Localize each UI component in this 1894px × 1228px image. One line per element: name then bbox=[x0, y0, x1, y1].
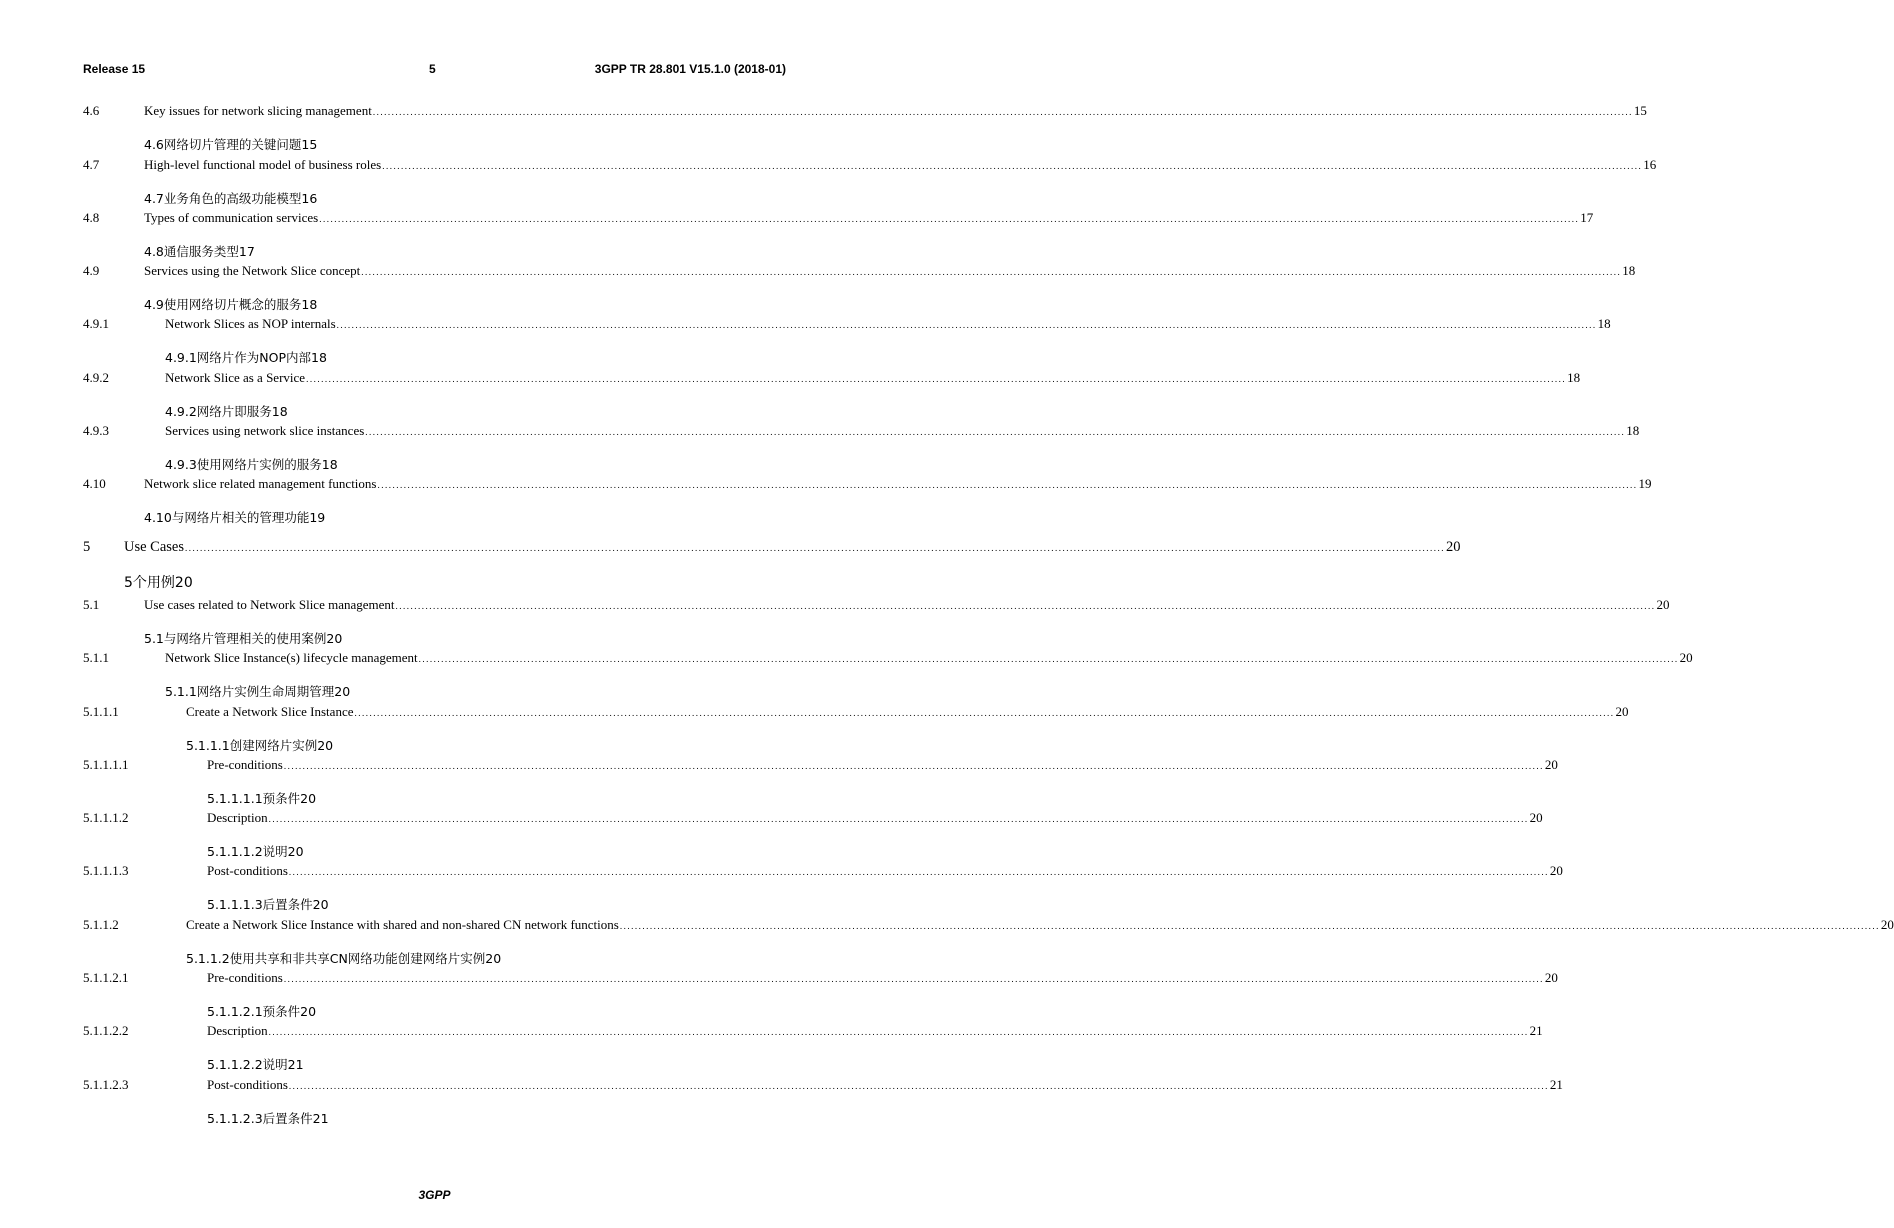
toc-number: 5.1.1.1.1 bbox=[83, 757, 129, 772]
toc-leader-dots: ................................................................................................................................................................................................................................................................................................................................................ bbox=[354, 708, 1615, 718]
toc-page: 20 bbox=[1679, 650, 1693, 665]
toc-number: 5.1.1.2 bbox=[83, 917, 119, 932]
toc-line bbox=[207, 810, 1543, 827]
toc-leader-dots: ................................................................................................................................................................................................................................................................................................................................................ bbox=[382, 161, 1643, 171]
toc-leader-dots: ................................................................................................................................................................................................................................................................................................................................................ bbox=[288, 867, 1549, 877]
toc-page: 20 bbox=[1549, 863, 1563, 878]
toc-leader-dots: ................................................................................................................................................................................................................................................................................................................................................ bbox=[268, 1027, 1529, 1037]
page-footer: 3GPP bbox=[418, 1188, 451, 1202]
toc-translation: 5.1.1.2.1预条件20 bbox=[207, 1004, 317, 1019]
toc-number: 4.8 bbox=[83, 210, 100, 225]
toc-title: Network Slice as a Service bbox=[165, 370, 306, 385]
toc-title: Description bbox=[207, 810, 268, 825]
toc-leader-dots: ................................................................................................................................................................................................................................................................................................................................................ bbox=[365, 427, 1626, 437]
toc-line bbox=[144, 157, 1657, 174]
toc-title: Services using network slice instances bbox=[165, 423, 365, 438]
toc-line bbox=[165, 423, 1640, 440]
toc-page: 20 bbox=[1880, 917, 1894, 932]
toc-translation: 4.9.3使用网络片实例的服务18 bbox=[165, 457, 338, 472]
toc-line bbox=[207, 970, 1558, 987]
toc-line bbox=[144, 476, 1652, 493]
toc-translation: 5.1.1.1.2说明20 bbox=[207, 844, 304, 859]
toc-leader-dots: ................................................................................................................................................................................................................................................................................................................................................ bbox=[268, 814, 1529, 824]
toc-line bbox=[186, 917, 1894, 934]
toc-number: 5.1.1.2.3 bbox=[83, 1077, 129, 1092]
toc-title: Services using the Network Slice concept bbox=[144, 263, 361, 278]
toc-line bbox=[186, 704, 1629, 721]
toc-page: 20 bbox=[1656, 597, 1670, 612]
toc-translation: 5.1.1.1.1预条件20 bbox=[207, 791, 317, 806]
toc-title: Use Cases bbox=[124, 539, 185, 555]
toc-line bbox=[207, 863, 1563, 880]
toc-translation: 4.9使用网络切片概念的服务18 bbox=[144, 297, 318, 312]
toc-title: Pre-conditions bbox=[207, 757, 283, 772]
toc-number: 5.1.1.2.2 bbox=[83, 1023, 129, 1038]
toc-number: 4.7 bbox=[83, 157, 100, 172]
toc-number: 5.1.1.1.3 bbox=[83, 863, 129, 878]
toc-number: 4.9.1 bbox=[83, 316, 109, 331]
toc-translation: 4.10与网络片相关的管理功能19 bbox=[144, 510, 326, 525]
toc-number: 4.10 bbox=[83, 476, 106, 491]
toc-line bbox=[207, 757, 1558, 774]
toc-number: 5.1.1 bbox=[83, 650, 109, 665]
toc-leader-dots: ................................................................................................................................................................................................................................................................................................................................................ bbox=[306, 374, 1567, 384]
toc-leader-dots: ................................................................................................................................................................................................................................................................................................................................................ bbox=[336, 320, 1597, 330]
toc-translation: 5.1.1.2.3后置条件21 bbox=[207, 1111, 329, 1126]
toc-leader-dots: ................................................................................................................................................................................................................................................................................................................................................ bbox=[185, 543, 1446, 553]
toc-line bbox=[165, 370, 1581, 387]
toc-title: Types of communication services bbox=[144, 210, 319, 225]
toc-page: 20 bbox=[1544, 970, 1558, 985]
page-header bbox=[83, 62, 786, 78]
toc-leader-dots: ................................................................................................................................................................................................................................................................................................................................................ bbox=[361, 267, 1622, 277]
toc-translation: 5.1与网络片管理相关的使用案例20 bbox=[144, 631, 343, 646]
toc-page: 21 bbox=[1549, 1077, 1563, 1092]
toc-line bbox=[144, 103, 1647, 120]
toc-number: 5.1.1.2.1 bbox=[83, 970, 129, 985]
toc-line bbox=[207, 1077, 1563, 1094]
page-number: 5 bbox=[429, 62, 436, 76]
toc-translation: 4.9.2网络片即服务18 bbox=[165, 404, 288, 419]
toc-leader-dots: ................................................................................................................................................................................................................................................................................................................................................ bbox=[288, 1081, 1549, 1091]
toc-title: High-level functional model of business roles bbox=[144, 157, 382, 172]
toc-number: 5.1.1.1.2 bbox=[83, 810, 129, 825]
toc-page: 19 bbox=[1638, 476, 1652, 491]
toc-translation: 5.1.1.2使用共享和非共享CN网络功能创建网络片实例20 bbox=[186, 951, 502, 966]
toc-leader-dots: ................................................................................................................................................................................................................................................................................................................................................ bbox=[395, 601, 1656, 611]
toc-page: 15 bbox=[1633, 103, 1647, 118]
toc-number: 4.9.2 bbox=[83, 370, 109, 385]
toc-page: 18 bbox=[1626, 423, 1640, 438]
toc-title: Network Slice Instance(s) lifecycle management bbox=[165, 650, 418, 665]
toc-translation: 4.7业务角色的高级功能模型16 bbox=[144, 191, 318, 206]
toc-line bbox=[207, 1023, 1543, 1040]
toc-page: 20 bbox=[1529, 810, 1543, 825]
toc-leader-dots: ................................................................................................................................................................................................................................................................................................................................................ bbox=[283, 974, 1544, 984]
toc-title: Post-conditions bbox=[207, 863, 288, 878]
toc-leader-dots: ................................................................................................................................................................................................................................................................................................................................................ bbox=[283, 761, 1544, 771]
toc-translation: 4.6网络切片管理的关键问题15 bbox=[144, 137, 318, 152]
toc-line bbox=[144, 210, 1594, 227]
toc-page: 20 bbox=[1615, 704, 1629, 719]
toc-title: Network slice related management functions bbox=[144, 476, 377, 491]
toc-translation: 4.8通信服务类型17 bbox=[144, 244, 255, 259]
toc-page: 18 bbox=[1567, 370, 1581, 385]
toc-title: Key issues for network slicing management bbox=[144, 103, 372, 118]
toc-number: 4.9.3 bbox=[83, 423, 109, 438]
toc-leader-dots: ................................................................................................................................................................................................................................................................................................................................................ bbox=[372, 107, 1633, 117]
toc-page: 18 bbox=[1597, 316, 1611, 331]
toc-translation: 5.1.1网络片实例生命周期管理20 bbox=[165, 684, 351, 699]
toc-page: 18 bbox=[1622, 263, 1636, 278]
toc-page: 16 bbox=[1643, 157, 1657, 172]
toc-leader-dots: ................................................................................................................................................................................................................................................................................................................................................ bbox=[377, 480, 1638, 490]
toc-leader-dots: ................................................................................................................................................................................................................................................................................................................................................ bbox=[619, 921, 1880, 931]
toc-title: Pre-conditions bbox=[207, 970, 283, 985]
toc-title: Use cases related to Network Slice management bbox=[144, 597, 395, 612]
toc-title: Post-conditions bbox=[207, 1077, 288, 1092]
toc-number: 5 bbox=[83, 539, 91, 555]
release-label: Release 15 bbox=[83, 62, 146, 76]
document-id: 3GPP TR 28.801 V15.1.0 (2018-01) bbox=[594, 62, 786, 76]
toc-line bbox=[165, 650, 1693, 667]
toc-translation: 5个用例20 bbox=[124, 575, 193, 591]
toc-translation: 4.9.1网络片作为NOP内部18 bbox=[165, 350, 327, 365]
toc-page: 20 bbox=[1446, 539, 1461, 555]
toc-number: 5.1.1.1 bbox=[83, 704, 119, 719]
toc-title: Create a Network Slice Instance bbox=[186, 704, 354, 719]
toc-translation: 5.1.1.1.3后置条件20 bbox=[207, 897, 329, 912]
toc-translation: 5.1.1.2.2说明21 bbox=[207, 1057, 304, 1072]
toc-leader-dots: ................................................................................................................................................................................................................................................................................................................................................ bbox=[319, 214, 1580, 224]
toc-title: Network Slices as NOP internals bbox=[165, 316, 336, 331]
toc-title: Create a Network Slice Instance with shared and non-shared CN network functions bbox=[186, 917, 619, 932]
toc-line bbox=[144, 263, 1636, 280]
toc-number: 5.1 bbox=[83, 597, 100, 612]
toc-line bbox=[124, 539, 1461, 556]
toc-page: 21 bbox=[1529, 1023, 1543, 1038]
toc-number: 4.6 bbox=[83, 103, 100, 118]
toc-title: Description bbox=[207, 1023, 268, 1038]
toc-page: 17 bbox=[1580, 210, 1594, 225]
toc-line bbox=[144, 597, 1670, 614]
toc-leader-dots: ................................................................................................................................................................................................................................................................................................................................................ bbox=[418, 654, 1679, 664]
toc-line bbox=[165, 316, 1611, 333]
toc-page: 20 bbox=[1544, 757, 1558, 772]
toc-number: 4.9 bbox=[83, 263, 100, 278]
toc-translation: 5.1.1.1创建网络片实例20 bbox=[186, 738, 334, 753]
